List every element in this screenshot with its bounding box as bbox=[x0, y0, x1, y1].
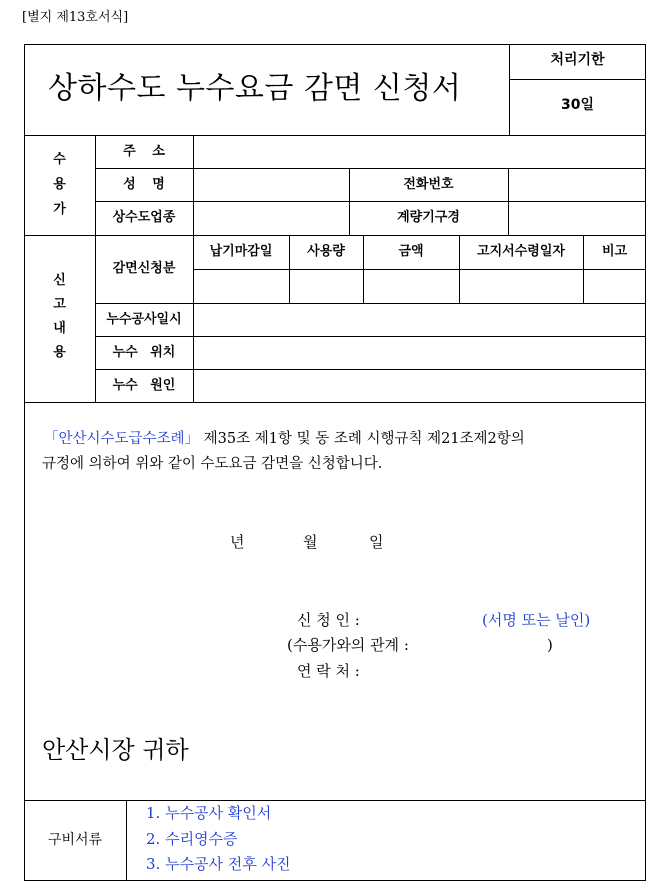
customer-group-label-2: 용 bbox=[53, 177, 66, 192]
usage-field[interactable] bbox=[290, 270, 363, 303]
customer-group-label-3: 가 bbox=[53, 202, 66, 217]
ordinance-name: 「안산시수도급수조례」 bbox=[44, 431, 200, 447]
document-item-3: 3. 누수공사 전후 사진 bbox=[146, 855, 291, 873]
date-month-label: 월 bbox=[303, 533, 318, 551]
form-title: 상하수도 누수요금 감면 신청서 bbox=[48, 71, 462, 106]
report-group-label-3: 내 bbox=[53, 321, 66, 336]
leak-cause-label: 누수 원인 bbox=[112, 378, 176, 393]
meter-size-label: 계량기구경 bbox=[397, 210, 460, 225]
phone-field[interactable] bbox=[509, 169, 646, 201]
phone-label: 전화번호 bbox=[403, 177, 454, 192]
address-label: 주 소 bbox=[123, 144, 165, 159]
name-label: 성 명 bbox=[123, 177, 165, 192]
report-group-label-4: 용 bbox=[53, 345, 66, 360]
document-item-2: 2. 수리영수증 bbox=[146, 830, 238, 848]
applicant-label: 신 청 인 : bbox=[297, 611, 360, 629]
leak-location-field[interactable] bbox=[194, 337, 646, 369]
processing-period-label: 처리기한 bbox=[550, 52, 605, 68]
leak-cause-field[interactable] bbox=[194, 370, 646, 402]
leak-repair-date-label: 누수공사일시 bbox=[106, 312, 182, 327]
col-remarks: 비고 bbox=[601, 244, 628, 259]
remarks-field[interactable] bbox=[584, 270, 646, 303]
col-usage: 사용량 bbox=[307, 244, 345, 259]
relation-label: (수용가와의 관계 : bbox=[287, 636, 409, 654]
leak-repair-date-field[interactable] bbox=[194, 304, 646, 336]
contact-label: 연 락 처 : bbox=[297, 662, 360, 680]
bill-received-date-field[interactable] bbox=[460, 270, 583, 303]
name-field[interactable] bbox=[194, 169, 349, 201]
customer-group-label-1: 수 bbox=[53, 152, 66, 167]
report-group-label-1: 신 bbox=[53, 273, 66, 288]
documents-label: 구비서류 bbox=[47, 832, 103, 848]
relation-close: ) bbox=[547, 636, 553, 654]
form-number: [별지 제13호서식] bbox=[22, 10, 129, 25]
processing-period-value: 30일 bbox=[560, 97, 594, 113]
statement-line-1-rest: 제35조 제1항 및 동 조례 시행규칙 제21조제2항의 bbox=[199, 431, 525, 447]
leak-location-label: 누수 위치 bbox=[112, 345, 176, 360]
business-type-field[interactable] bbox=[194, 202, 349, 235]
amount-field[interactable] bbox=[364, 270, 459, 303]
date-day-label: 일 bbox=[369, 533, 384, 551]
address-field[interactable] bbox=[194, 136, 646, 168]
sign-note: (서명 또는 날인) bbox=[482, 611, 591, 629]
col-amount: 금액 bbox=[398, 244, 424, 259]
reduction-period-label: 감면신청분 bbox=[112, 261, 176, 276]
document-item-1: 1. 누수공사 확인서 bbox=[146, 804, 272, 822]
statement-line-1 bbox=[44, 432, 525, 447]
col-bill-received-date: 고지서수령일자 bbox=[477, 244, 565, 259]
statement-line-2: 규정에 의하여 위와 같이 수도요금 감면을 신청합니다. bbox=[42, 456, 383, 472]
business-type-label: 상수도업종 bbox=[112, 210, 176, 225]
date-year-label: 년 bbox=[230, 533, 245, 551]
due-date-field[interactable] bbox=[194, 270, 289, 303]
col-due-date: 납기마감일 bbox=[209, 244, 273, 259]
addressee: 안산시장 귀하 bbox=[42, 736, 189, 764]
meter-size-field[interactable] bbox=[509, 202, 646, 235]
report-group-label-2: 고 bbox=[53, 297, 66, 312]
